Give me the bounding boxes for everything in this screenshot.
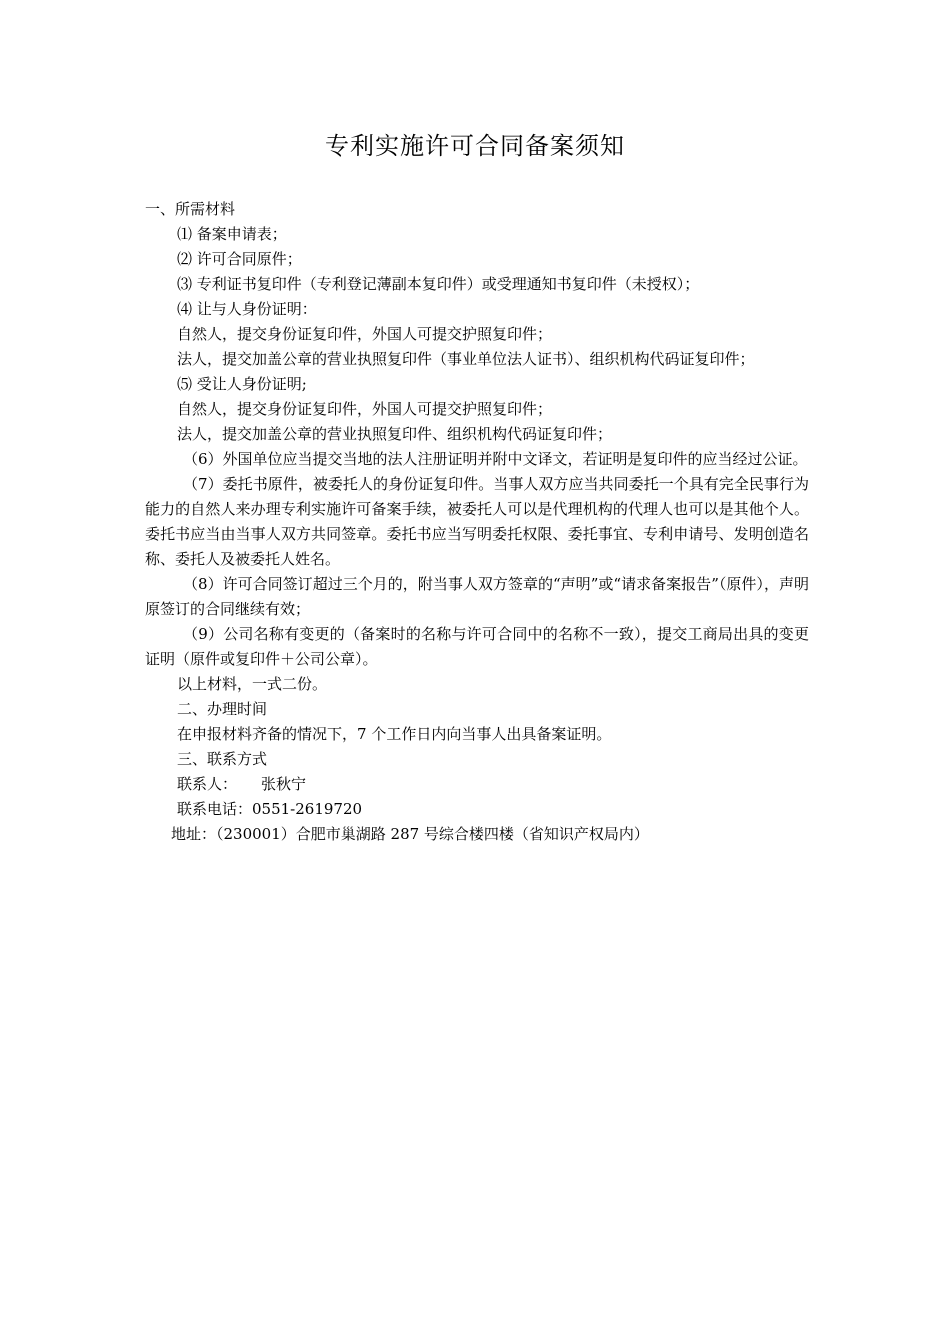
time-heading: 二、办理时间	[177, 700, 268, 718]
contact-person-label: 联系人：	[177, 775, 238, 793]
contact-phone: 联系电话：0551-2619720	[177, 800, 363, 818]
material-item-9: （9）公司名称有变更的（备案时的名称与许可合同中的名称不一致），提交工商局出具的变更证明（原件或复印件＋公司公章）。	[145, 625, 809, 668]
material-item-5: ⑸ 受让人身份证明;	[177, 375, 307, 393]
contact-address: 地址：（230001）合肥市巢湖路 287 号综合楼四楼（省知识产权局内）	[171, 825, 649, 843]
item4-natural-person: 自然人，提交身份证复印件，外国人可提交护照复印件；	[177, 325, 553, 343]
material-item-6: （6）外国单位应当提交当地的法人注册证明并附中文译文，若证明是复印件的应当经过公证。	[183, 450, 808, 468]
material-item-7: （7）委托书原件，被委托人的身份证复印件。当事人双方应当共同委托一个具有完全民事行为能力的自然人来办理专利实施许可备案手续，被委托人可以是代理机构的代理人也可以是其他个人。委托书应当由当事人双方共同签章。委托书应当写明委托权限、委托事宜、专利申请号、发明创造名称、委托人及被委托人姓名。	[145, 475, 809, 568]
document-body	[145, 197, 809, 847]
contact-person	[145, 772, 809, 797]
contact-heading: 三、联系方式	[177, 750, 268, 768]
material-item-8: （8）许可合同签订超过三个月的，附当事人双方签章的“声明”或“请求备案报告”（原件），声明原签订的合同继续有效；	[145, 575, 809, 618]
contact-person-name: 张秋宁	[261, 775, 307, 793]
material-item-4: ⑷ 让与人身份证明：	[177, 300, 317, 318]
item5-natural-person: 自然人，提交身份证复印件，外国人可提交护照复印件；	[177, 400, 553, 418]
time-text: 在申报材料齐备的情况下，7 个工作日内向当事人出具备案证明。	[177, 725, 612, 743]
materials-heading: 一、所需材料	[145, 200, 236, 218]
material-item-2: ⑵ 许可合同原件；	[177, 250, 302, 268]
item5-legal-person: 法人，提交加盖公章的营业执照复印件、组织机构代码证复印件；	[177, 425, 613, 443]
document-title: 专利实施许可合同备案须知	[325, 132, 625, 160]
material-item-3: ⑶ 专利证书复印件（专利登记薄副本复印件）或受理通知书复印件（未授权）；	[177, 275, 700, 293]
item4-legal-person: 法人，提交加盖公章的营业执照复印件（事业单位法人证书）、组织机构代码证复印件；	[177, 350, 755, 368]
material-item-1: ⑴ 备案申请表；	[177, 225, 287, 243]
copies-note: 以上材料，一式二份。	[177, 675, 328, 693]
